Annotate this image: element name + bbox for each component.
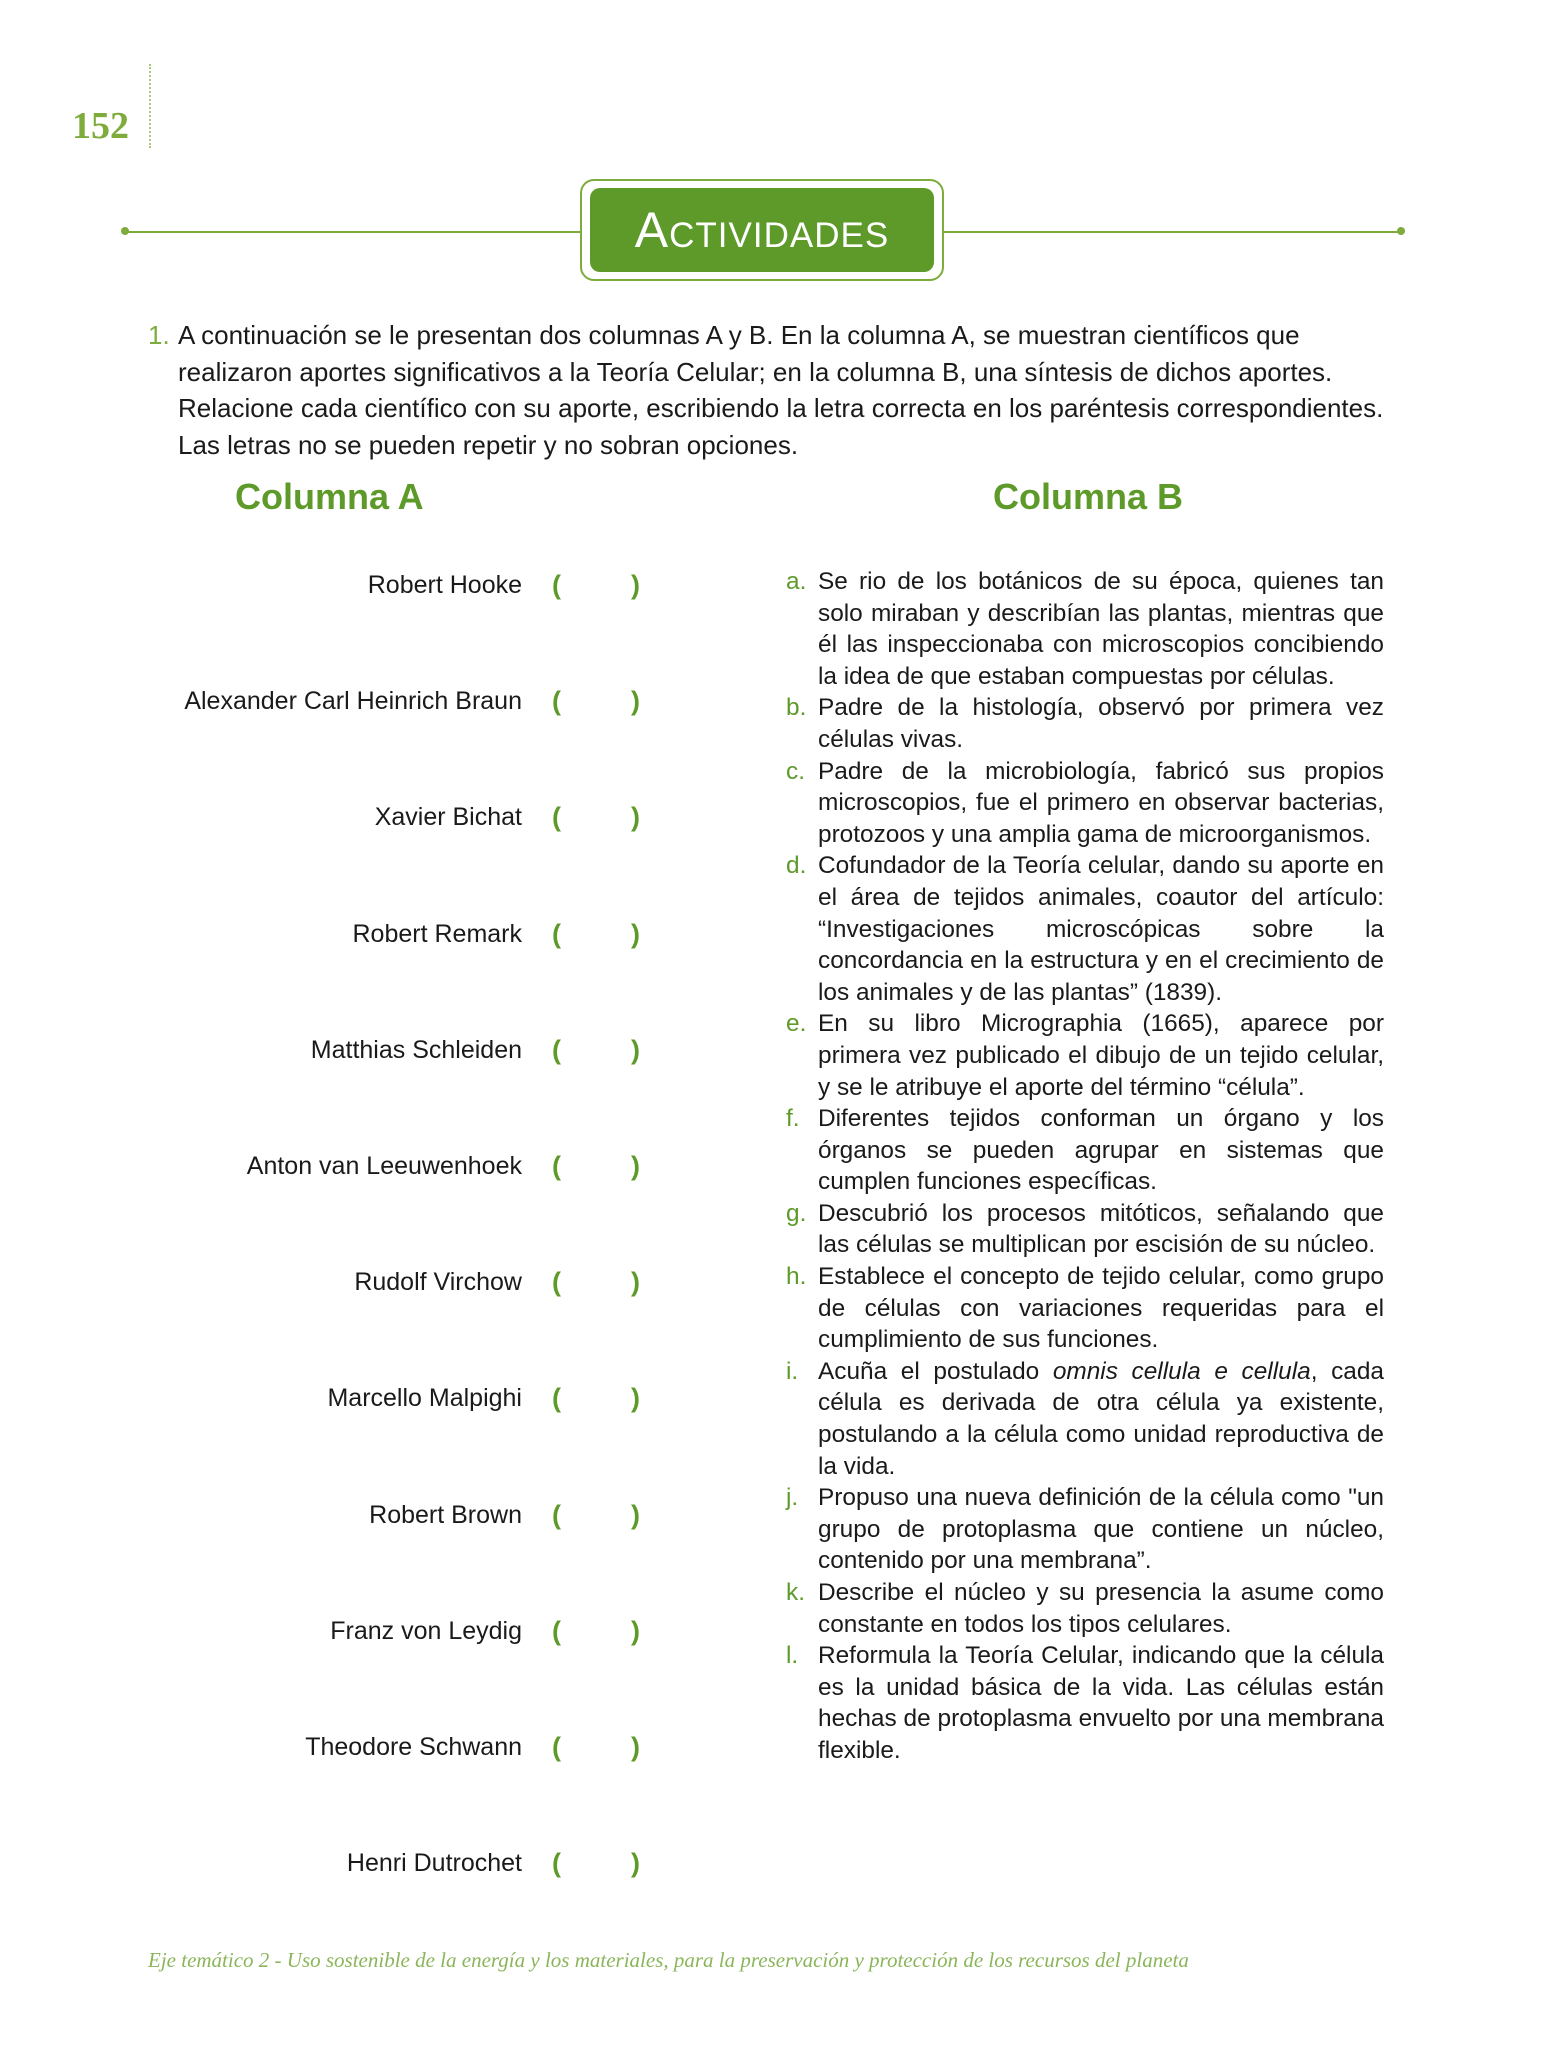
answer-paren-close: ) [631, 686, 640, 717]
column-b-item [784, 1356, 1384, 1482]
column-a-list [120, 565, 660, 1959]
answer-paren-close: ) [631, 802, 640, 833]
answer-paren-close: ) [631, 1383, 640, 1414]
answer-paren-close: ) [631, 1150, 640, 1181]
answer-paren-close: ) [631, 1267, 640, 1298]
column-b-heading: Columna B [993, 476, 1184, 517]
option-text: En su libro Micrographia (1665), aparece por primera vez publicado el dibujo de un tejido celular, y se le atribuye el aporte del término “célula”. [818, 1010, 1384, 1101]
answer-paren-open[interactable]: ( [552, 1150, 561, 1181]
option-letter: f. [786, 1105, 800, 1133]
option-text: Describe el núcleo y su presencia la asume como constante en todos los tipos celulares. [818, 1579, 1384, 1638]
column-b-item [784, 1577, 1384, 1640]
column-a-item [120, 1262, 660, 1378]
column-a-item [120, 1611, 660, 1727]
option-text-end: , cada célula es derivada de otra célula ya existente, postulando a la célula como unidad reproductiva de la vida. [818, 1357, 1384, 1480]
answer-paren-open[interactable]: ( [552, 1848, 561, 1879]
column-b-list [784, 566, 1384, 1767]
column-a-item [120, 1727, 660, 1843]
option-letter: h. [786, 1263, 807, 1291]
option-text: Diferentes tejidos conforman un órgano y los órganos se pueden agrupar en sistemas que cumplen funciones específicas. [818, 1105, 1384, 1196]
option-text-start: Acuña el postulado [818, 1357, 1053, 1385]
column-b-item [784, 1103, 1384, 1198]
page-footer: Eje temático 2 - Uso sostenible de la energía y los materiales, para la preservación y protección de los recursos del planeta [148, 1948, 1189, 1972]
column-b-item [784, 1640, 1384, 1766]
header-rule-dot-right [1397, 227, 1405, 235]
header-rule-dot-left [121, 227, 129, 235]
answer-paren-close: ) [631, 1499, 640, 1530]
answer-paren-open[interactable]: ( [552, 1731, 561, 1762]
option-letter: a. [786, 568, 807, 595]
option-letter: d. [786, 852, 807, 880]
column-b-item [784, 1198, 1384, 1261]
scientist-name: Theodore Schwann [305, 1732, 522, 1761]
column-b-item [784, 1008, 1384, 1103]
answer-paren-open[interactable]: ( [552, 1499, 561, 1530]
answer-paren-open[interactable]: ( [552, 1034, 561, 1065]
option-text: Cofundador de la Teoría celular, dando su aporte en el área de tejidos animales, coautor del artículo: “Investigaciones microscópicas sobre la concordancia en la estructura y en el crecimiento de los animales y de las plantas” (1839). [818, 852, 1384, 1006]
scientist-name: Anton van Leeuwenhoek [246, 1151, 522, 1180]
answer-paren-open[interactable]: ( [552, 1267, 561, 1298]
column-a-item [120, 914, 660, 1030]
scientist-name: Henri Dutrochet [346, 1849, 522, 1878]
answer-paren-open[interactable]: ( [552, 1615, 561, 1646]
column-b-item [784, 1261, 1384, 1356]
option-text: Padre de la histología, observó por primera vez células vivas. [818, 694, 1384, 753]
column-a-item [120, 681, 660, 797]
instruction-text: A continuación se le presentan dos columnas A y B. En la columna A, se muestran científicos que realizaron aportes significativos a la Teoría Celular; en la columna B, una síntesis de dichos aportes. Relacione cada científico con su aporte, escribiendo la letra correcta en los paréntesis correspondientes. Las letras no se pueden repetir y no sobran opciones. [178, 320, 1384, 460]
column-a-item [120, 1030, 660, 1146]
scientist-name: Franz von Leydig [330, 1616, 522, 1645]
answer-paren-open[interactable]: ( [552, 686, 561, 717]
banner-title: Actividades [590, 188, 934, 272]
option-text: Padre de la microbiología, fabricó sus propios microscopios, fue el primero en observar bacterias, protozoos y una amplia gama de microorganismos. [818, 757, 1384, 848]
page-number: 152 [72, 105, 129, 147]
column-b-item [784, 850, 1384, 1008]
column-a-item [120, 1843, 660, 1959]
option-letter: i. [786, 1357, 799, 1385]
scientist-name: Robert Hooke [367, 571, 522, 599]
option-letter: l. [786, 1642, 799, 1670]
column-b-item [784, 566, 1384, 692]
column-b-item [784, 1482, 1384, 1577]
option-letter: g. [786, 1199, 807, 1227]
option-letter: e. [786, 1010, 807, 1038]
option-text-italic: omnis cellula e cellula [1052, 1357, 1311, 1385]
scientist-name: Robert Brown [369, 1500, 522, 1529]
answer-paren-open[interactable]: ( [552, 570, 561, 600]
column-a-item [120, 797, 660, 913]
option-text: Descubrió los procesos mitóticos, señalando que las células se multiplican por escisión de su núcleo. [818, 1199, 1384, 1259]
column-a-item [120, 1378, 660, 1494]
answer-paren-open[interactable]: ( [552, 802, 561, 833]
scientist-name: Marcello Malpighi [327, 1384, 522, 1413]
answer-paren-close: ) [631, 918, 640, 949]
option-text: Reformula la Teoría Celular, indicando que la célula es la unidad básica de la vida. Las células están hechas de protoplasma envuelto por una membrana flexible. [818, 1642, 1384, 1764]
column-a-item [120, 1146, 660, 1262]
page-number-divider [149, 64, 151, 148]
option-letter: b. [786, 694, 807, 722]
answer-paren-close: ) [631, 1731, 640, 1762]
option-text: Propuso una nueva definición de la célula como "un grupo de protoplasma que contiene un núcleo, contenido por una membrana”. [818, 1484, 1384, 1575]
column-b-item [784, 692, 1384, 755]
option-letter: c. [786, 757, 805, 785]
option-text: Establece el concepto de tejido celular, como grupo de células con variaciones requeridas para el cumplimiento de sus funciones. [818, 1263, 1384, 1354]
column-b-item [784, 756, 1384, 851]
scientist-name: Alexander Carl Heinrich Braun [184, 687, 522, 716]
option-letter: j. [786, 1484, 799, 1512]
column-a-item [120, 565, 660, 681]
answer-paren-open[interactable]: ( [552, 1383, 561, 1414]
option-letter: k. [786, 1579, 805, 1606]
column-a-heading: Columna A [235, 476, 424, 517]
answer-paren-close: ) [631, 1615, 640, 1646]
answer-paren-close: ) [631, 1848, 640, 1879]
scientist-name: Robert Remark [352, 919, 522, 948]
scientist-name: Xavier Bichat [374, 803, 522, 832]
option-text: Se rio de los botánicos de su época, quienes tan solo miraban y describían las plantas, mientras que él las inspeccionaba con microscopios concibiendo la idea de que estaban compuestas por células. [818, 568, 1384, 690]
answer-paren-close: ) [631, 1034, 640, 1065]
scientist-name: Rudolf Virchow [354, 1268, 522, 1297]
answer-paren-close: ) [631, 570, 640, 600]
scientist-name: Matthias Schleiden [310, 1035, 522, 1064]
instruction [148, 317, 1392, 463]
answer-paren-open[interactable]: ( [552, 918, 561, 949]
column-a-item [120, 1495, 660, 1611]
instruction-number: 1. [148, 320, 170, 350]
